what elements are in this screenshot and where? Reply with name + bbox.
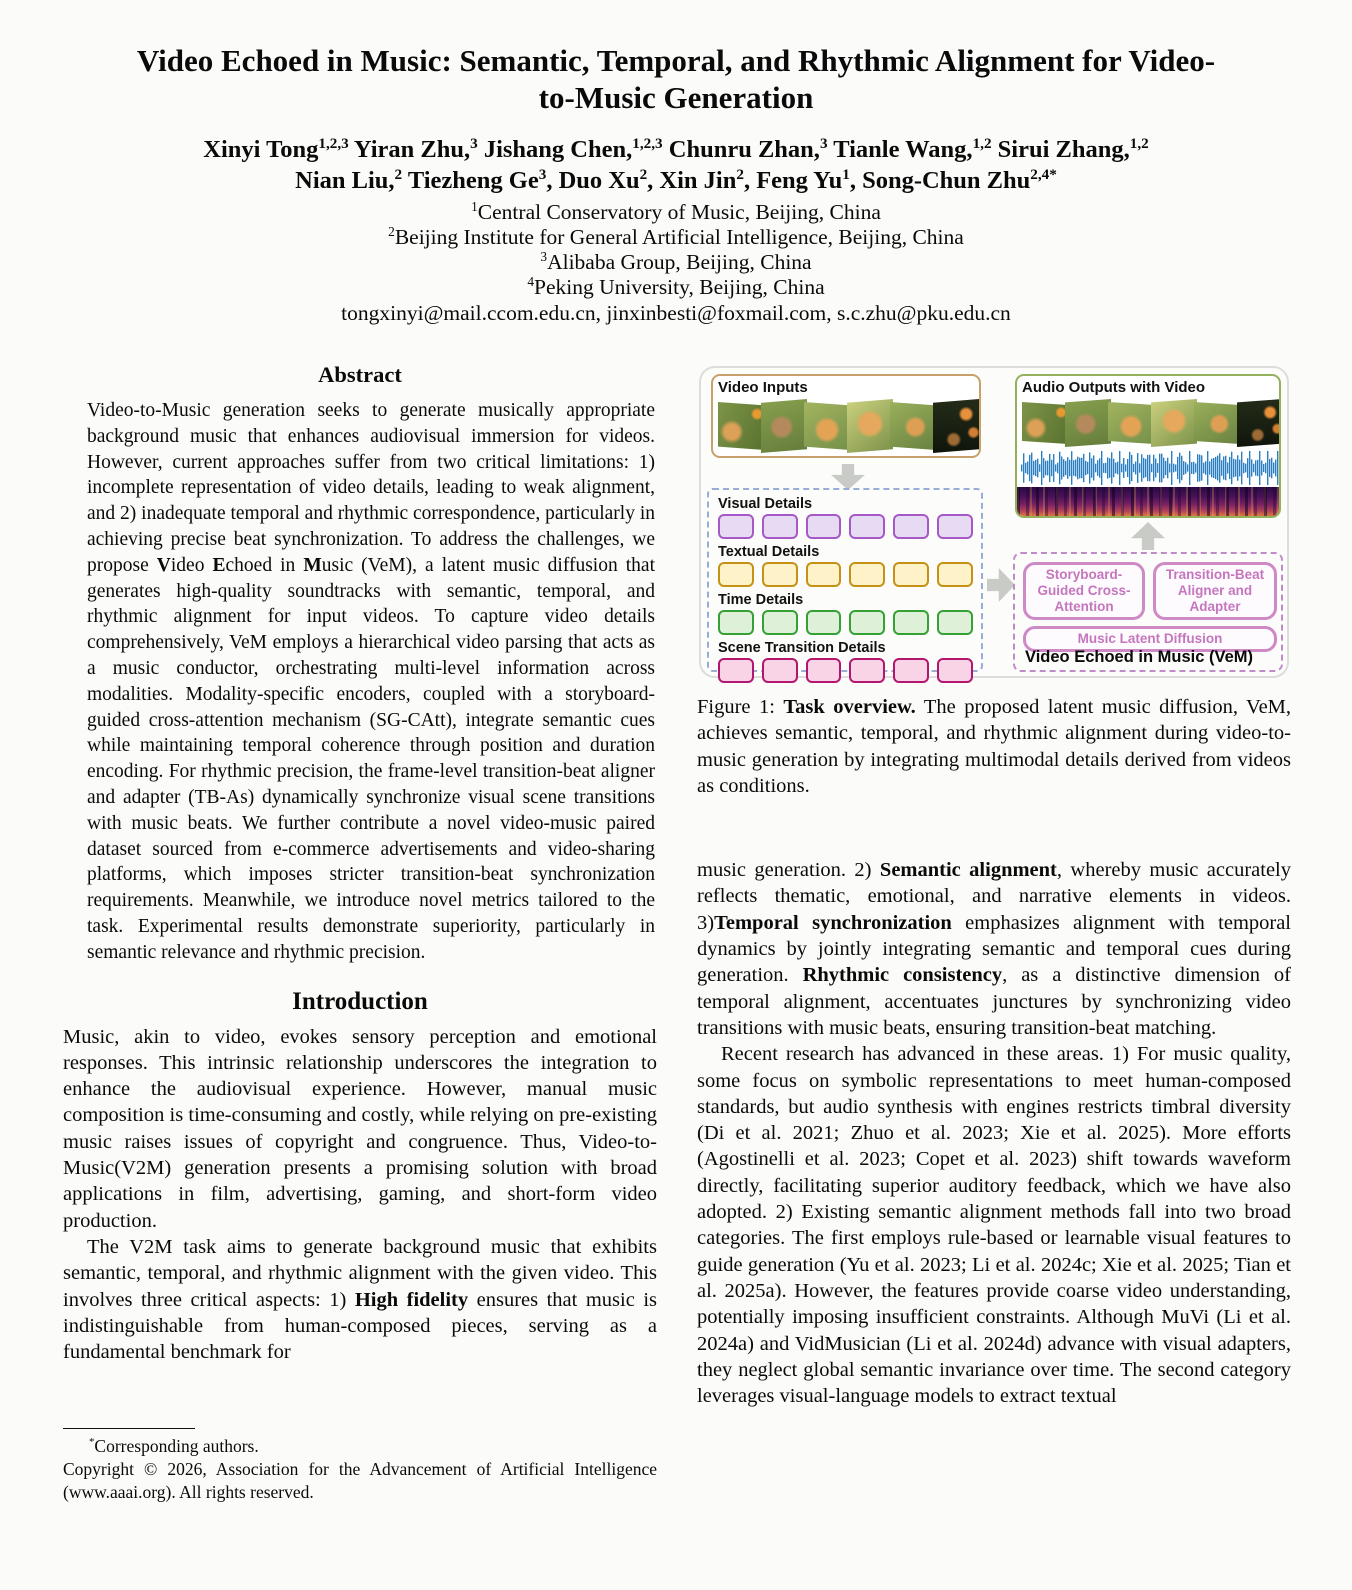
detail-row-label: Time Details [718,592,804,608]
detail-chip [762,562,798,587]
detail-chip-row [718,658,981,683]
intro-paragraph-2: The V2M task aims to generate background music that exhibits semantic, temporal, and rhythmic alignment with the given video. This involves three critical aspects: 1) High fidelity ensures that music is indistinguishable from human-composed pieces, serving as a fundamental benchmark for [63,1235,657,1364]
video-frame [847,399,893,453]
waveform-graphic [1021,449,1279,487]
body-paragraph-continuation: music generation. 2) Semantic alignment, whereby music accurately reflects thematic, emotional, and narrative elements in videos. 3)Temporal synchronization emphasizes alignment with temporal dynamics by jointly integrating semantic and temporal cues during generation. Rhythmic consistency, as a distinctive dimension of temporal alignment, accentuates junctures by synchronizing video transitions with music beats, ensuring transition-beat matching. [697,859,1292,1039]
left-column [63,362,657,1365]
affiliation-2: $^2$Beijing Institute for General Artificial Intelligence, Beijing, China [388,223,964,249]
detail-chip [937,610,973,635]
video-details-panel [707,488,983,672]
detail-chip [762,610,798,635]
detail-chip [849,610,885,635]
introduction-heading: Introduction [292,987,428,1015]
detail-chip [849,562,885,587]
video-frames [718,399,974,455]
figure-1 [697,362,1291,680]
video-frame [718,402,764,450]
video-frame [933,399,979,453]
corresponding-authors-note: *Corresponding authors. [89,1436,259,1456]
body-paragraph-recent-research: Recent research has advanced in these areas. 1) For music quality, some focus on symbolic representations to meet human-composed standards, but audio synthesis with engines restricts timbral diversity (Di et al. 2021; Zhuo et al. 2023; Xie et al. 2025). More efforts (Agostinelli et al. 2023; Copet et al. 2023) shift towards waveform directly, facilitating superior auditory feedback, which we have also adopted. 2) Existing semantic alignment methods fall into two broad categories. The first employs rule-based or learnable visual features to guide generation (Yu et al. 2023; Li et al. 2024c; Xie et al. 2025; Tian et al. 2025a). However, the features provide coarse video understanding, potentially imposing insufficient constraints. Although MuVi (Li et al. 2024a) and VidMusician (Li et al. 2024d) advance with visual adapters, they neglect global semantic invariance over time. The second category leverages visual-language models to extract textual [697,1043,1291,1408]
affiliation-4: $^4$Peking University, Beijing, China [527,273,825,299]
detail-chip [806,514,842,539]
video-frame [890,402,936,450]
vem-label: Video Echoed in Music (VeM) [1025,648,1253,666]
detail-chip [937,514,973,539]
vem-module-panel [1013,552,1283,672]
abstract-heading: Abstract [318,362,402,387]
video-frame [1151,399,1197,447]
audio-outputs-panel [1015,374,1281,518]
authors-line-2: Nian Liu,$^2$ Tiezheng Ge$^3$, Duo Xu$^2$, Xin Jin$^2$, Feng Yu$^1$, Song-Chun Zhu$^{2,4*}$ [295,165,1057,194]
detail-chip [806,562,842,587]
storyboard-cross-attention-module: Storyboard-Guided Cross-Attention [1023,562,1145,620]
video-frame [761,399,807,453]
video-frame [1237,399,1281,447]
authors-line-1: Xinyi Tong$^{1,2,3}$ Yiran Zhu,$^3$ Jishang Chen,$^{1,2,3}$ Chunru Zhan,$^3$ Tianle Wang,$^{1,2}$ Sirui Zhang,$^{1,2}$ [203,134,1149,163]
paper-title: Video Echoed in Music: Semantic, Temporal, and Rhythmic Alignment for Video-to-Music Generation [136,43,1216,115]
video-frame [804,402,850,450]
affiliations [0,200,1352,300]
author-emails: tongxinyi@mail.ccom.edu.cn, jinxinbesti@foxmail.com, s.c.zhu@pku.edu.cn [341,301,1011,325]
video-frame [1022,402,1068,444]
right-column-body [697,857,1291,1409]
paper-header [0,42,1352,326]
output-video-frames [1022,399,1274,449]
detail-chip [806,610,842,635]
transition-beat-aligner-module: Transition-Beat Aligner and Adapter [1153,562,1277,620]
audio-outputs-label: Audio Outputs with Video [1022,379,1206,396]
detail-chip [937,562,973,587]
video-inputs-label: Video Inputs [718,379,808,396]
detail-chip [937,658,973,683]
detail-chip [718,514,754,539]
spectrogram [1017,487,1279,518]
copyright-notice: Copyright © 2026, Association for the Advancement of Artificial Intelligence (www.aaai.org). All rights reserved. [63,1459,657,1502]
video-frame [1194,402,1240,444]
video-frame [1065,399,1111,447]
abstract-text: Video-to-Music generation seeks to generate musically appropriate background music that enhances audiovisual immersion for videos. However, current approaches suffer from two critical limitations: 1) incomplete representation of video details, leading to weak alignment, and 2) inadequate temporal and rhythmic correspondence, particularly in achieving precise beat synchronization. To address the challenges, we propose Video Echoed in Music (VeM), a latent music diffusion that generates high-quality soundtracks with semantic, temporal, and rhythmic alignment for input videos. To capture video details comprehensively, VeM employs a hierarchical video parsing that acts as a music conductor, orchestrating multi-level information across modalities. Modality-specific encoders, coupled with a storyboard-guided cross-attention mechanism (SG-CAtt), integrate semantic cues while maintaining temporal coherence through position and duration encoding. For rhythmic precision, the frame-level transition-beat aligner and adapter (TB-As) dynamically synchronize visual scene transitions with music beats. We further contribute a novel video-music paired dataset sourced from e-commerce advertisements and video-sharing platforms, which imposes stricter transition-beat synchronization requirements. Meanwhile, we introduce novel metrics tailored to the task. Experimental results demonstrate superiority, particularly in semantic relevance and rhythmic precision. [87,400,655,963]
detail-row-label: Scene Transition Details [718,640,886,656]
detail-chip [762,514,798,539]
figure-1-caption: Figure 1: Task overview. The proposed latent music diffusion, VeM, achieves semantic, temporal, and rhythmic alignment during video-to-music generation by integrating multimodal details derived from videos as conditions. [697,696,1292,797]
detail-chip-row [718,610,981,635]
detail-chip [893,610,929,635]
audio-waveform [1021,449,1275,487]
detail-row-label: Textual Details [718,544,820,560]
footnote-block [63,1428,657,1504]
video-inputs-panel [711,374,981,458]
detail-chip-row [718,514,981,539]
detail-chip [893,658,929,683]
author-list [0,134,1352,196]
affiliation-1: $^1$Central Conservatory of Music, Beijing, China [471,198,881,224]
intro-paragraph-1: Music, akin to video, evokes sensory perception and emotional responses. This intrinsic relationship underscores the integration to enhance the audiovisual experience. However, manual music composition is time-consuming and costly, while relying on pre-existing music raises issues of copyright and congruence. Thus, Video-to-Music(V2M) generation presents a promising solution with broad applications in film, advertising, gaming, and short-form video production. [63,1025,657,1232]
right-column [697,362,1291,1409]
detail-chip-row [718,562,981,587]
detail-chip [718,562,754,587]
detail-chip [893,562,929,587]
affiliation-3: $^3$Alibaba Group, Beijing, China [540,248,812,274]
detail-chip [849,514,885,539]
detail-row-label: Visual Details [718,496,813,512]
detail-chip [718,658,754,683]
detail-chip [806,658,842,683]
detail-chip [762,658,798,683]
music-latent-diffusion-module: Music Latent Diffusion [1023,626,1277,652]
detail-chip [893,514,929,539]
detail-chip [849,658,885,683]
video-frame [1108,402,1154,444]
detail-chip [718,610,754,635]
footnote-rule [63,1428,195,1429]
